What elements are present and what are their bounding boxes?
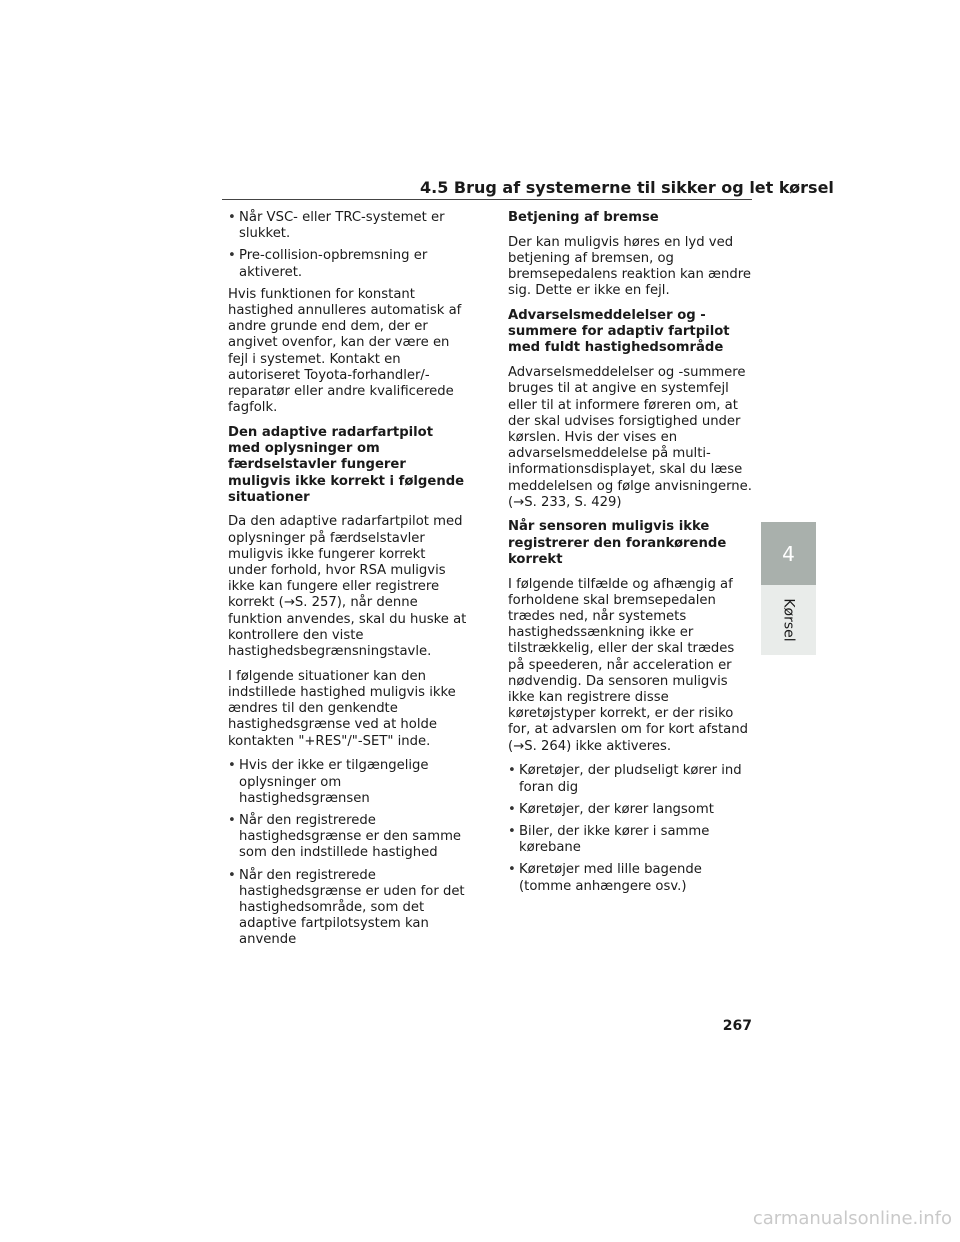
subheading: Advarselsmeddelelser og -summere for adaptiv fartpilot med fuldt hastighedsområde — [508, 308, 730, 356]
list-item: • Når den registrerede hastighedsgrænse er uden for det hastighedsområde, som det adaptive fartpilotsystem kan anvende — [228, 868, 468, 949]
paragraph: I følgende situationer kan den indstillede hastighed muligvis ikke ændres til den genkendte hastighedsgrænse ved at holde kontakten "+RES"/"-SET" inde. — [228, 668, 456, 749]
list-item: • Biler, der ikke kører i samme kørebane — [508, 824, 752, 856]
subheading: Betjening af bremse — [508, 210, 659, 225]
paragraph: Hvis funktionen for konstant hastighed annulleres automatisk af andre grunde end dem, der er angivet ovenfor, kan der være en fejl i systemet. Kontakt en autoriseret Toyota-forhandler/-reparatør eller andre kvalificerede fagfolk. — [228, 286, 462, 416]
subheading: Når sensoren muligvis ikke registrerer den forankørende korrekt — [508, 519, 727, 567]
paragraph: Der kan muligvis høres en lyd ved betjening af bremsen, og bremsepedalens reaktion kan ændre sig. Dette er ikke en fejl. — [508, 234, 751, 299]
chapter-label: Kørsel — [780, 598, 797, 642]
chapter-tab — [761, 522, 816, 585]
list-item: • Køretøjer, der pludseligt kører ind foran dig — [508, 763, 752, 795]
list-item: • Hvis der ikke er tilgængelige oplysninger om hastighedsgrænsen — [228, 758, 468, 807]
paragraph: Advarselsmeddelelser og -summere bruges til at angive en systemfejl eller til at informere føreren om, at der skal udvises forsigtighed under kørslen. Hvis der vises en advarselsmeddelelse på multi-informationsdisplayet, skal du læse meddelelsen og følge anvisningerne. (→S. 233, S. 429) — [508, 365, 752, 510]
bullet-list-top — [228, 210, 468, 281]
page-number: 267 — [722, 1018, 752, 1034]
section-header-title: 4.5 Brug af systemerne til sikker og let kørsel — [420, 178, 834, 197]
right-column — [508, 210, 752, 901]
list-item: • Køretøjer, der kører langsomt — [508, 802, 752, 818]
list-item: • Når den registrerede hastighedsgrænse er den samme som den indstillede hastighed — [228, 813, 468, 862]
list-item: • Når VSC- eller TRC-systemet er slukket. — [228, 210, 468, 242]
chapter-label-wrapper — [761, 590, 816, 650]
paragraph: Da den adaptive radarfartpilot med oplysninger på færdselstavler muligvis ikke fungerer korrekt under forhold, hvor RSA muligvis ikke kan fungere eller registrere korrekt (→S. 257), når denne funktion anvendes, skal du huske at kontrollere den viste hastighedsbegrænsningstavle. — [228, 514, 467, 660]
list-item: • Pre-collision-opbremsning er aktiveret. — [228, 248, 468, 280]
watermark: carmanualsonline.info — [752, 1208, 952, 1229]
subheading: Den adaptive radarfartpilot med oplysninger om færdselstavler fungerer muligvis ikke korrekt i følgende situationer — [228, 424, 465, 505]
paragraph: I følgende tilfælde og afhængig af forholdene skal bremsepedalen trædes ned, når systemets hastighedssænkning ikke er tilstrækkelig, eller der skal trædes på speederen, når acceleration er nødvendig. Da sensoren muligvis ikke kan registrere disse køretøjstyper korrekt, er der risiko for, at advarslen om for kort afstand (→S. 264) ikke aktiveres. — [508, 576, 748, 754]
left-column — [228, 210, 468, 955]
bullet-list-vehicles — [508, 763, 752, 894]
chapter-number: 4 — [782, 541, 795, 566]
bullet-list-conditions — [228, 758, 468, 948]
list-item: • Køretøjer med lille bagende (tomme anhængere osv.) — [508, 862, 752, 894]
header-divider — [222, 199, 752, 200]
